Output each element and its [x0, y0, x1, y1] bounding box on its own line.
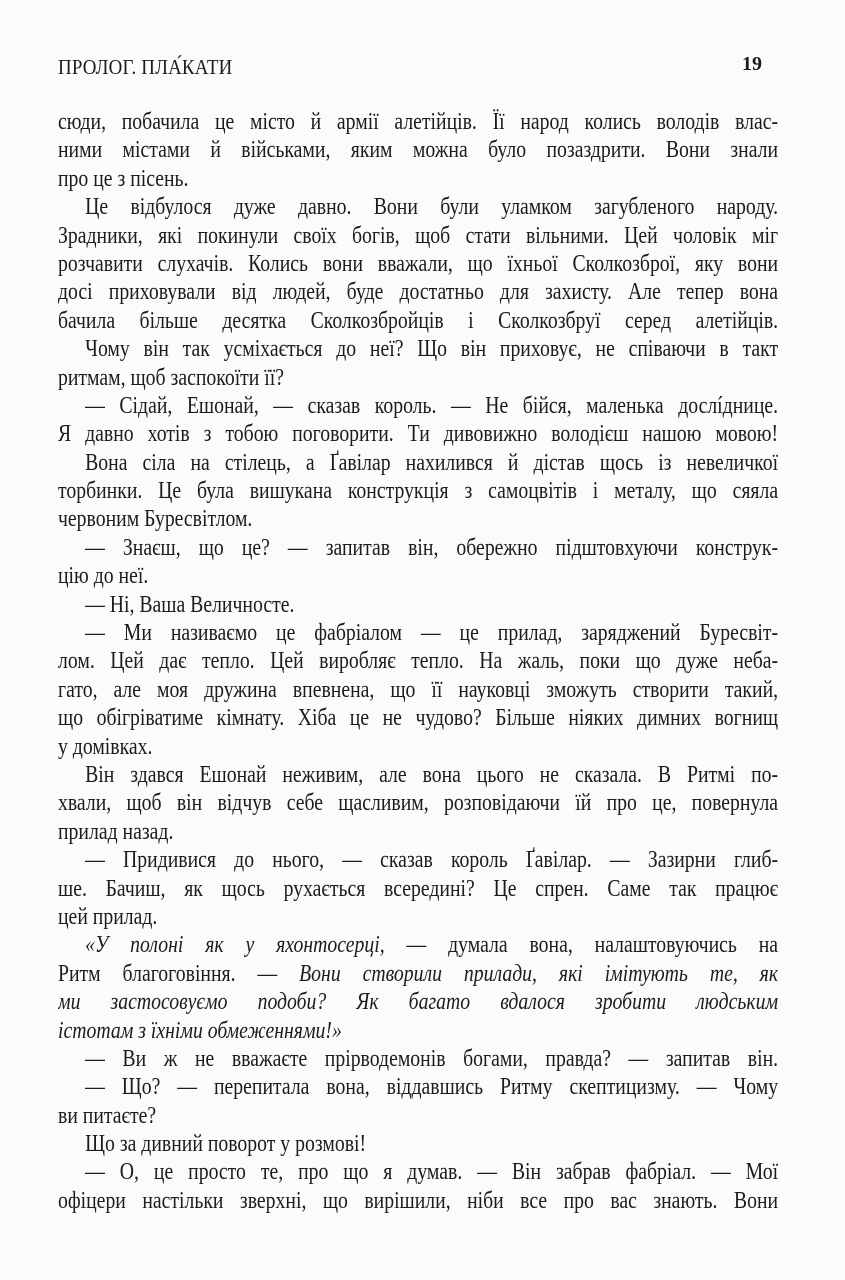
text-segment: — думала вона, налаштовуючись на [384, 932, 779, 959]
text-segment: — Ви ж не вважаєте прірводемонів богами, правда? — запитав він. [85, 1045, 779, 1072]
text-segment: що обігріватиме кімнату. Хіба це не чудово? Більше ніяких димних вогнищ [58, 705, 779, 732]
text-segment: у домівках. [58, 733, 153, 760]
text-line [58, 733, 778, 761]
running-title: ПРОЛОГ. ПЛА́КАТИ [58, 55, 233, 79]
text-line [58, 846, 778, 874]
text-line [58, 307, 778, 335]
text-line [58, 534, 778, 562]
text-segment: ритмам, щоб заспокоїти її? [58, 364, 285, 391]
text-segment: — О, це просто те, про що я думав. — Він забрав фабріал. — Мої [85, 1159, 779, 1186]
text-line [58, 420, 778, 448]
text-segment: Що за дивний поворот у розмові! [85, 1131, 367, 1158]
text-line [58, 676, 778, 704]
text-line [58, 392, 778, 420]
text-segment: Я давно хотів з тобою поговорити. Ти дивовижно володієш нашою мовою! [58, 421, 779, 448]
text-line [58, 335, 778, 363]
text-segment: бачила більше десятка Сколкозбройців і Сколкозбруї серед алетійців. [58, 307, 779, 334]
text-line [58, 449, 778, 477]
text-line [58, 1130, 778, 1158]
text-line [58, 647, 778, 675]
text-line [58, 1158, 778, 1186]
text-segment: розчавити слухачів. Колись вони вважали, що їхньої Сколкозброї, яку вони [58, 250, 779, 277]
text-line [58, 250, 778, 278]
text-segment: лом. Цей дає тепло. Цей виробляє тепло. На жаль, поки що дуже неба- [58, 648, 779, 675]
text-segment: цей прилад. [58, 903, 158, 930]
text-line [58, 960, 778, 988]
text-line [58, 789, 778, 817]
text-segment: торбинки. Це була вишукана конструкція з самоцвітів і металу, що сяяла [58, 478, 779, 505]
text-segment: — Знаєш, що це? — запитав він, обережно підштовхуючи конструк- [85, 534, 779, 561]
text-segment: Він здався Ешонай неживим, але вона цього не сказала. В Ритмі по- [85, 761, 779, 788]
text-line [58, 165, 778, 193]
text-segment: — Що? — перепитала вона, віддавшись Ритму скептицизму. — Чому [85, 1074, 779, 1101]
italic-text: Вони створили прилади, які імітують те, як [299, 960, 779, 987]
text-line [58, 988, 778, 1016]
text-segment: цію до неї. [58, 563, 149, 590]
text-line [58, 761, 778, 789]
italic-text: «У полоні як у яхонтосерці, [85, 932, 385, 959]
text-line [58, 108, 778, 136]
body-text [58, 108, 778, 1215]
text-segment: Ритм благоговіння. — [58, 960, 300, 987]
text-line [58, 562, 778, 590]
text-segment: — Ні, Ваша Величносте. [85, 591, 295, 618]
text-segment: Вона сіла на стілець, а Ґавілар нахилився й дістав щось із невеличкої [85, 449, 779, 476]
text-line [58, 193, 778, 221]
text-segment: прилад назад. [58, 818, 174, 845]
text-line [58, 931, 778, 959]
text-segment: сюди, побачила це місто й армії алетійців. Її народ колись володів влас- [58, 109, 779, 135]
text-line [58, 1102, 778, 1130]
text-segment: хвали, щоб він відчув себе щасливим, розповідаючи їй про це, повернула [58, 790, 779, 817]
text-line [58, 222, 778, 250]
text-segment: ше. Бачиш, як щось рухається всередині? Це спрен. Саме так працює [58, 875, 779, 902]
text-line [58, 818, 778, 846]
text-line [58, 903, 778, 931]
text-line [58, 1017, 778, 1045]
text-segment: — Сідай, Ешонай, — сказав король. — Не бійся, маленька дослíднице. [85, 392, 779, 419]
text-line [58, 505, 778, 533]
text-segment: ви питаєте? [58, 1102, 157, 1129]
text-segment: досі приховували від людей, буде достатньо для захисту. Але тепер вона [58, 279, 779, 306]
text-segment: ними містами й військами, яким можна було позаздрити. Вони знали [58, 137, 779, 164]
text-segment: гато, але моя дружина впевнена, що її науковці зможуть створити такий, [58, 676, 779, 703]
page-number: 19 [742, 53, 762, 75]
text-segment: Чому він так усміхається до неї? Що він приховує, не співаючи в такт [85, 336, 779, 363]
text-segment: — Придивися до нього, — сказав король Ґавілар. — Зазирни глиб- [85, 847, 779, 874]
text-line [58, 875, 778, 903]
text-line [58, 619, 778, 647]
italic-text: істотам з їхніми обмеженнями!» [58, 1017, 342, 1044]
text-segment: про це з пісень. [58, 165, 189, 192]
italic-text: ми застосовуємо подоби? Як багато вдалося зробити людським [58, 989, 779, 1016]
text-segment: червоним Буресвітлом. [58, 506, 253, 533]
text-line [58, 1187, 778, 1215]
text-segment: Це відбулося дуже давно. Вони були уламком загубленого народу. [85, 194, 779, 221]
text-line [58, 364, 778, 392]
text-segment: Зрадники, які покинули своїх богів, щоб стати вільними. Цей чоловік міг [58, 222, 779, 249]
text-line [58, 591, 778, 619]
text-line [58, 1045, 778, 1073]
text-line [58, 1073, 778, 1101]
text-segment: офіцери настільки зверхні, що вирішили, ніби все про вас знають. Вони [58, 1187, 779, 1214]
text-line [58, 278, 778, 306]
text-line [58, 136, 778, 164]
text-line [58, 704, 778, 732]
text-segment: — Ми називаємо це фабріалом — це прилад, заряджений Буресвіт- [85, 620, 779, 647]
text-line [58, 477, 778, 505]
